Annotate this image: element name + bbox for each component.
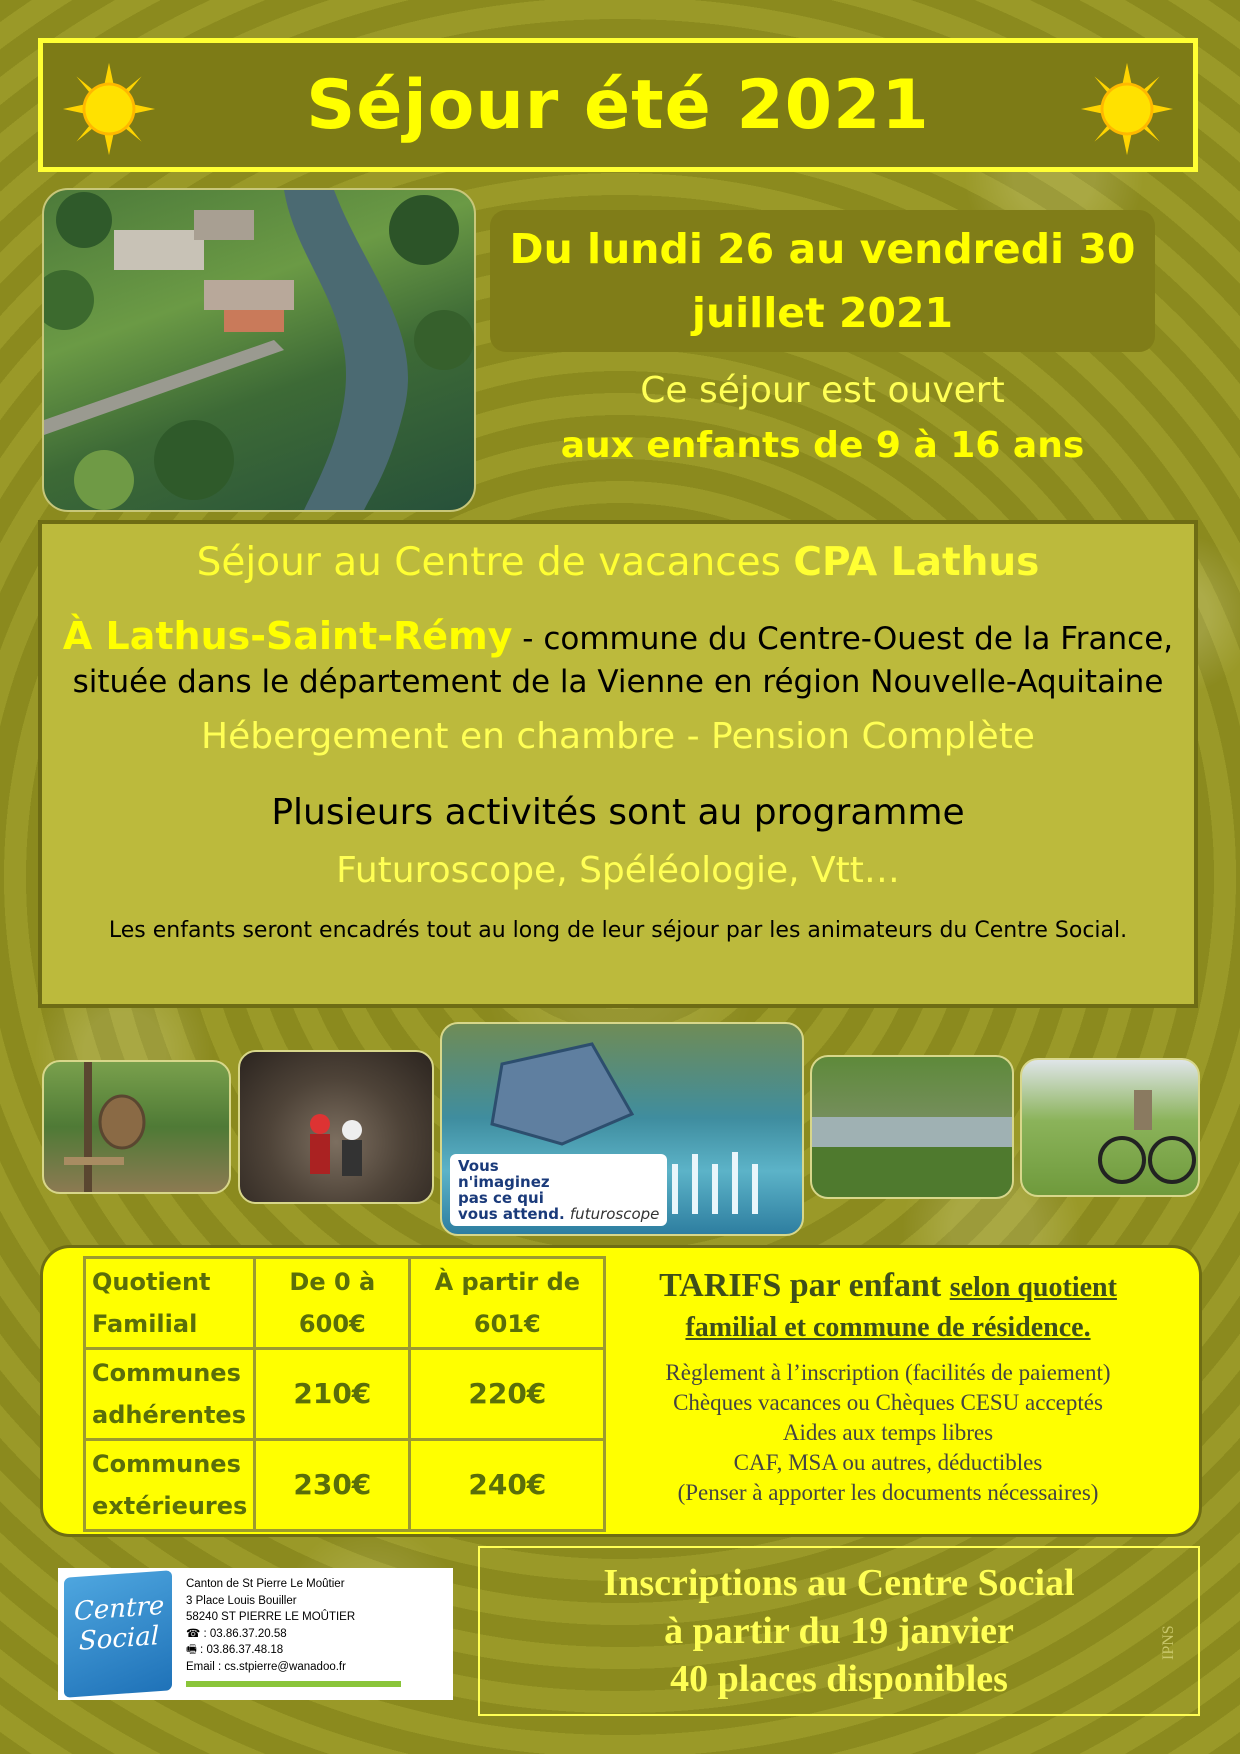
contact-fax: 🖷 : 03.86.37.48.18 bbox=[186, 1644, 284, 1656]
contact-email[interactable]: Email : cs.stpierre@wanadoo.fr bbox=[186, 1660, 346, 1673]
badge-line-3: pas ce qui bbox=[458, 1189, 544, 1207]
photo-speleologie bbox=[238, 1050, 434, 1204]
info-panel bbox=[38, 520, 1198, 1008]
photo-vtt bbox=[1020, 1058, 1200, 1197]
table-row bbox=[85, 1349, 605, 1440]
info-line-7: Les enfants seront encadrés tout au long de leur séjour par les animateurs du Centre Social. bbox=[108, 918, 1128, 943]
contact-card bbox=[58, 1568, 453, 1700]
dates-line-1: Du lundi 26 au vendredi 30 bbox=[509, 225, 1136, 273]
info-line-3: située dans le département de la Vienne en région Nouvelle-Aquitaine bbox=[72, 664, 1164, 700]
inscriptions-line-3: 40 places disponibles bbox=[670, 1658, 1008, 1700]
audience-line-1: Ce séjour est ouvert bbox=[640, 370, 1005, 411]
info-line-2-rest: - commune du Centre-Ouest de la France, bbox=[512, 621, 1174, 657]
table-cell: Communes adhérentes bbox=[85, 1349, 255, 1440]
contact-phone: ☎ : 03.86.37.20.58 bbox=[186, 1627, 287, 1640]
contact-details bbox=[186, 1576, 355, 1675]
info-line-2 bbox=[42, 614, 1194, 658]
centre-social-logo bbox=[64, 1570, 172, 1698]
futuroscope-logo: futuroscope bbox=[569, 1205, 660, 1223]
tarifs-paragraph: Règlement à l’inscription (facilités de paiement) bbox=[665, 1360, 1111, 1385]
tarifs-title-main: TARIFS par enfant bbox=[659, 1267, 942, 1304]
contact-address-2: 58240 ST PIERRE LE MOÛTIER bbox=[186, 1611, 356, 1623]
photo-vtt-illustration bbox=[1022, 1060, 1198, 1195]
inscriptions-line-1: Inscriptions au Centre Social bbox=[603, 1562, 1075, 1604]
info-line-5: Plusieurs activités sont au programme bbox=[271, 792, 965, 833]
tarifs-text bbox=[603, 1266, 1173, 1508]
tarifs-paragraph: Chèques vacances ou Chèques CESU acceptés bbox=[673, 1390, 1103, 1415]
photo-riviere bbox=[810, 1055, 1014, 1199]
photo-accrobranche bbox=[42, 1060, 231, 1194]
table-row bbox=[85, 1440, 605, 1531]
table-header-cell: Quotient Familial bbox=[85, 1258, 255, 1349]
contact-name: Canton de St Pierre Le Moûtier bbox=[186, 1578, 345, 1590]
table-cell: 230€ bbox=[255, 1440, 410, 1531]
dates-box bbox=[490, 210, 1155, 352]
info-line-6: Futuroscope, Spéléologie, Vtt… bbox=[336, 850, 900, 891]
info-line-1-prefix: Séjour au Centre de vacances bbox=[196, 540, 794, 585]
futuroscope-badge bbox=[450, 1154, 667, 1226]
badge-line-1: Vous bbox=[458, 1157, 499, 1175]
table-cell: 220€ bbox=[410, 1349, 605, 1440]
tarifs-table bbox=[83, 1256, 606, 1532]
aerial-photo-cpa-lathus bbox=[42, 188, 476, 512]
contact-divider bbox=[186, 1681, 401, 1687]
tarifs-paragraph: (Penser à apporter les documents nécessaires) bbox=[677, 1480, 1099, 1505]
tarifs-subtitle: familial et commune de résidence. bbox=[685, 1312, 1091, 1343]
logo-text bbox=[74, 1591, 164, 1657]
badge-line-4: vous attend. bbox=[458, 1205, 565, 1223]
tarifs-panel bbox=[40, 1245, 1202, 1537]
table-cell: 210€ bbox=[255, 1349, 410, 1440]
ipns-label: IPNS bbox=[1160, 1625, 1177, 1660]
page-title: Séjour été 2021 bbox=[306, 65, 930, 145]
table-header-cell: De 0 à 600€ bbox=[255, 1258, 410, 1349]
sun-icon bbox=[1079, 61, 1175, 157]
logo-line-2: Social bbox=[78, 1621, 160, 1657]
info-line-1-bold: CPA Lathus bbox=[793, 540, 1040, 585]
tarifs-title bbox=[603, 1266, 1173, 1308]
info-line-1 bbox=[42, 540, 1194, 585]
inscriptions-box bbox=[478, 1546, 1200, 1716]
info-line-4: Hébergement en chambre - Pension Complète bbox=[201, 716, 1035, 757]
photo-futuroscope bbox=[440, 1022, 804, 1236]
aerial-photo-illustration bbox=[44, 190, 474, 510]
tarifs-title-sub: selon quotient bbox=[949, 1272, 1117, 1303]
audience-line-2: aux enfants de 9 à 16 ans bbox=[560, 425, 1085, 466]
info-line-2-bold: À Lathus-Saint-Rémy bbox=[62, 614, 513, 658]
tarifs-paragraph: CAF, MSA ou autres, déductibles bbox=[733, 1450, 1043, 1475]
table-cell: Communes extérieures bbox=[85, 1440, 255, 1531]
photo-riviere-illustration bbox=[812, 1057, 1012, 1197]
tarifs-paragraph: Aides aux temps libres bbox=[782, 1420, 994, 1445]
badge-line-2: n'imaginez bbox=[458, 1173, 550, 1191]
photo-accrobranche-illustration bbox=[44, 1062, 229, 1192]
contact-address-1: 3 Place Louis Bouiller bbox=[186, 1594, 297, 1607]
title-banner bbox=[38, 38, 1198, 172]
logo-line-1: Centre bbox=[74, 1590, 165, 1628]
sun-icon bbox=[61, 61, 157, 157]
table-cell: 240€ bbox=[410, 1440, 605, 1531]
table-header-row bbox=[85, 1258, 605, 1349]
table-header-cell: À partir de 601€ bbox=[410, 1258, 605, 1349]
photo-speleologie-illustration bbox=[240, 1052, 432, 1202]
inscriptions-line-2: à partir du 19 janvier bbox=[664, 1610, 1014, 1652]
dates-line-2: juillet 2021 bbox=[691, 289, 954, 337]
